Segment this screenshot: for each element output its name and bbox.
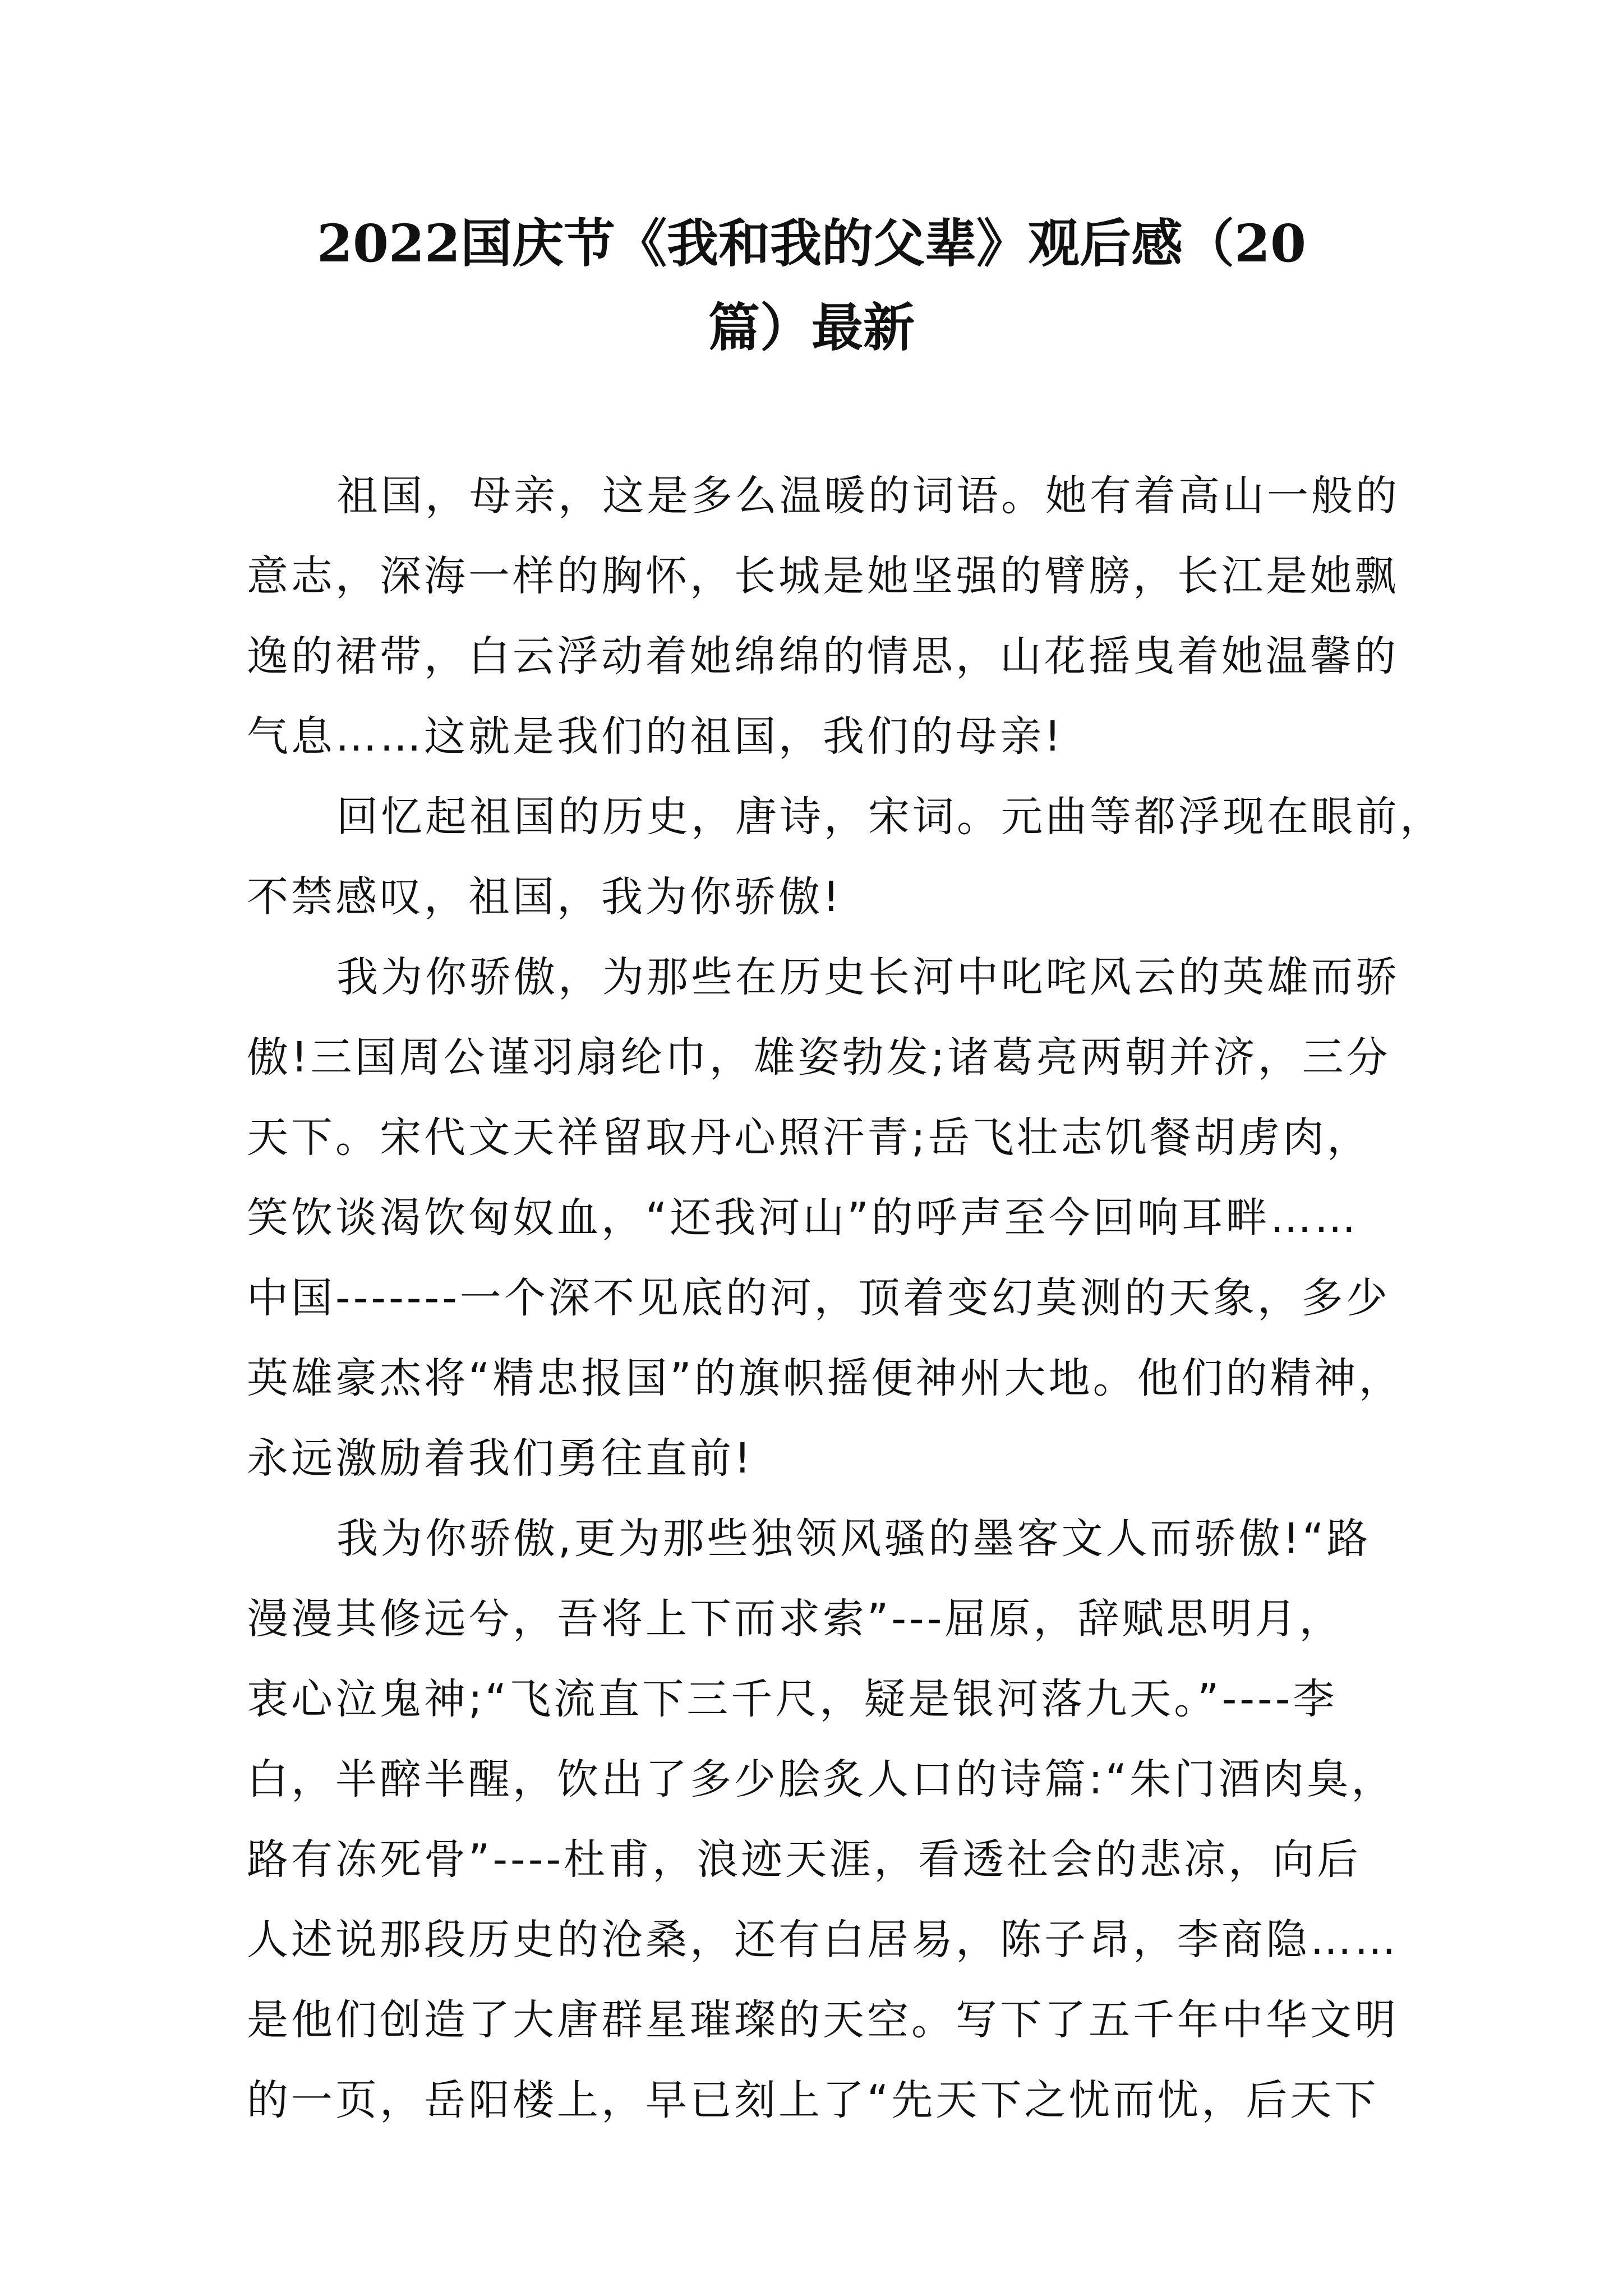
body-text-line: 是他们创造了大唐群星璀璨的天空。写下了五千年中华文明 [247,1996,1399,2044]
body-text-line: 祖国，母亲，这是多么温暖的词语。她有着高山一般的 [336,472,1400,520]
title-line: 篇）最新 [708,297,915,358]
body-text-line: 永远激励着我们勇往直前! [247,1434,754,1483]
body-text-line: 回忆起祖国的历史，唐诗，宋词。元曲等都浮现在眼前， [336,793,1444,841]
body-text-line: 英雄豪杰将“精忠报国”的旗帜摇便神州大地。他们的精神， [247,1354,1403,1402]
body-text-line: 我为你骄傲,更为那些独领风骚的墨客文人而骄傲!“路 [336,1515,1371,1563]
body-text-line: 白，半醉半醒，饮出了多少脍炙人口的诗篇:“朱门酒肉臭， [247,1755,1396,1803]
body-text-line: 我为你骄傲，为那些在历史长河中叱咤风云的英雄而骄 [336,953,1400,1001]
body-text-line: 天下。宋代文天祥留取丹心照汗青;岳飞壮志饥餐胡虏肉， [247,1114,1371,1162]
body-text-line: 衷心泣鬼神;“飞流直下三千尺，疑是银河落九天。”----李 [247,1675,1338,1723]
body-text-line: 气息……这就是我们的祖国，我们的母亲! [247,712,1064,761]
body-text-line: 漫漫其修远兮，吾将上下而求索”---屈原，辞赋思明月， [247,1595,1344,1643]
body-text-line: 的一页，岳阳楼上，早已刻上了“先天下之忧而忧，后天下 [247,2076,1379,2124]
body-text-line: 不禁感叹，祖国，我为你骄傲! [247,873,842,921]
body-text-line: 意志，深海一样的胸怀，长城是她坚强的臂膀，长江是她飘 [247,552,1399,600]
body-text-line: 傲!三国周公谨羽扇纶巾，雄姿勃发;诸葛亮两朝并济，三分 [247,1033,1391,1082]
body-text-line: 路有冻死骨”----杜甫，浪迹天涯，看透社会的悲凉，向后 [247,1835,1362,1884]
body-text-line: 逸的裙带，白云浮动着她绵绵的情思，山花摇曳着她温馨的 [247,632,1399,680]
body-text-line: 人述说那段历史的沧桑，还有白居易，陈子昂，李商隐…… [247,1916,1399,1964]
title-line: 2022国庆节《我和我的父辈》观后感（20 [316,213,1307,274]
body-text-line: 中国-------一个深不见底的河，顶着变幻莫测的天象，多少 [247,1274,1390,1322]
body-text-line: 笑饮谈渴饮匈奴血，“还我河山”的呼声至今回响耳畔…… [247,1194,1359,1242]
